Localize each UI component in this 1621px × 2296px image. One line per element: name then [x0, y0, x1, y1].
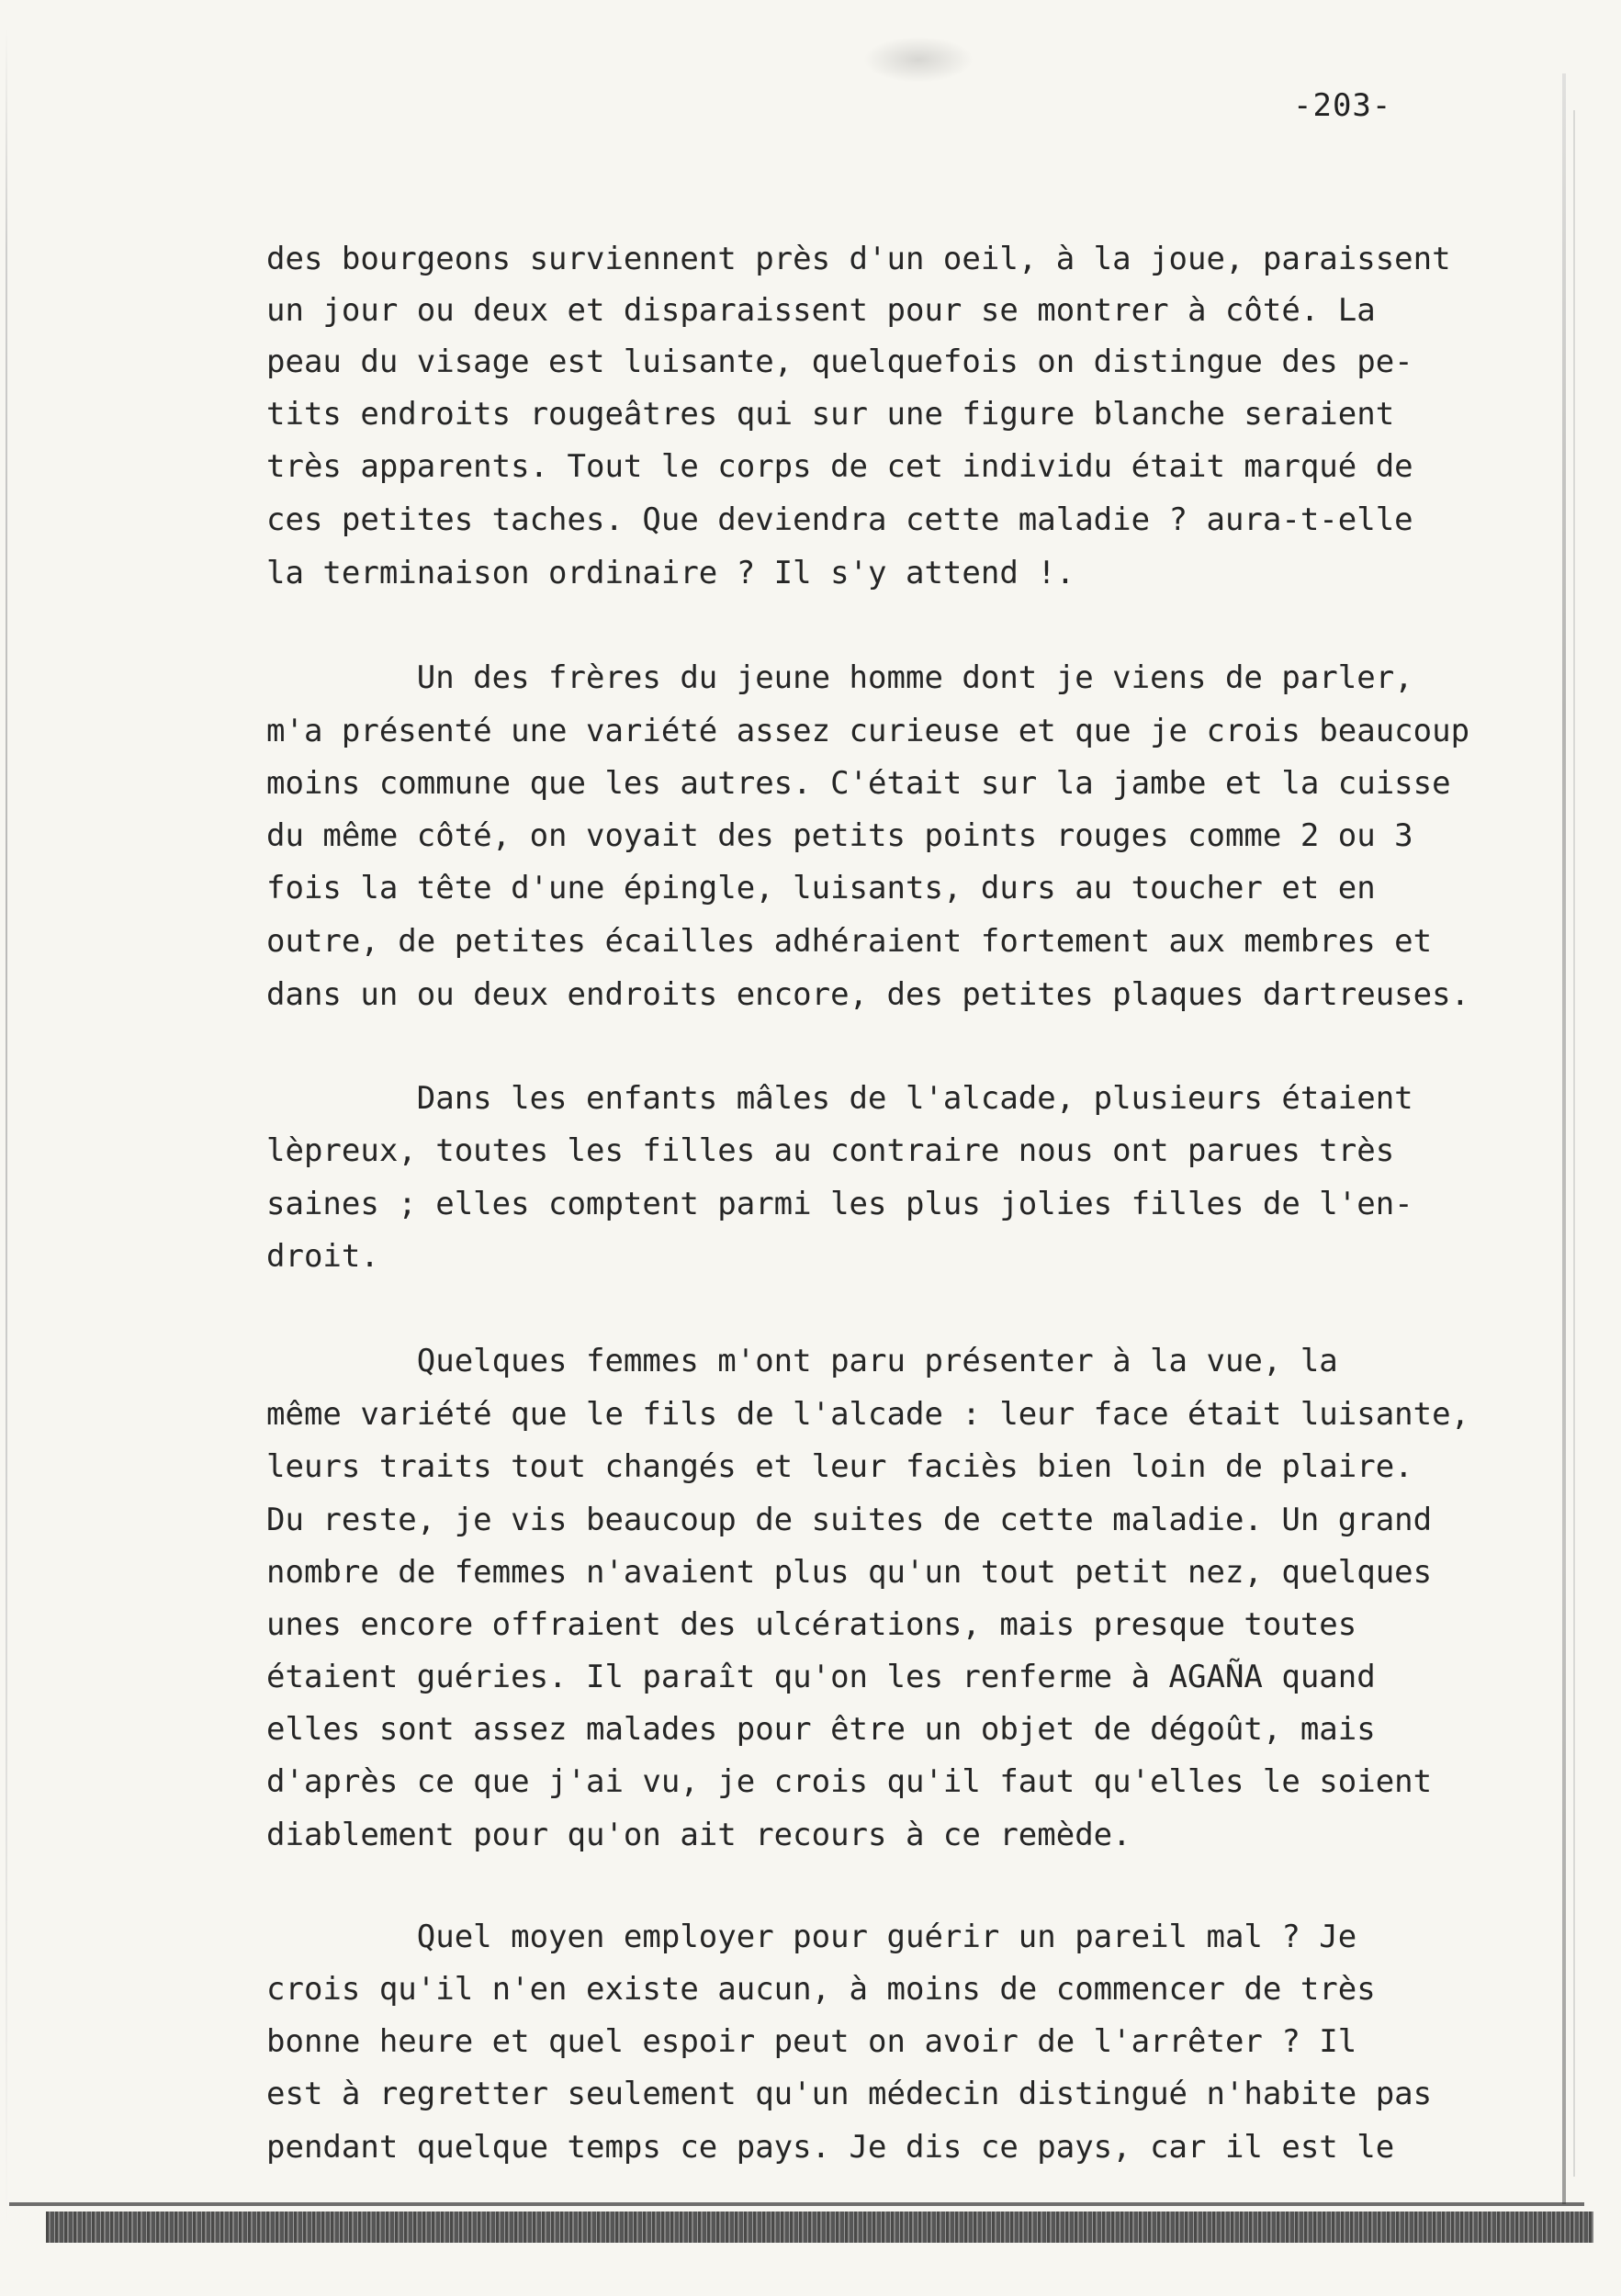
text-line: leurs traits tout changés et leur faciès bien loin de plaire.	[266, 1448, 1413, 1485]
text-line: peau du visage est luisante, quelquefois on distingue des pe-	[266, 343, 1413, 380]
text-line: lèpreux, toutes les filles au contraire nous ont parues très	[266, 1132, 1395, 1169]
scan-bottom-band	[46, 2212, 1593, 2243]
text-line: d'après ce que j'ai vu, je crois qu'il faut qu'elles le soient	[266, 1763, 1433, 1800]
page-number: -203-	[1293, 87, 1392, 124]
scan-smudge	[863, 37, 974, 83]
text-line: Du reste, je vis beaucoup de suites de cette maladie. Un grand	[266, 1502, 1433, 1538]
text-line: bonne heure et quel espoir peut on avoir de l'arrêter ? Il	[266, 2023, 1357, 2060]
text-line: tits endroits rougeâtres qui sur une figure blanche seraient	[266, 396, 1395, 433]
text-line: Quelques femmes m'ont paru présenter à la vue, la	[266, 1343, 1338, 1379]
text-line: diablement pour qu'on ait recours à ce remède.	[266, 1817, 1131, 1853]
text-line: pendant quelque temps ce pays. Je dis ce pays, car il est le	[266, 2129, 1395, 2166]
text-line: Un des frères du jeune homme dont je viens de parler,	[266, 659, 1413, 696]
text-line: Quel moyen employer pour guérir un pareil mal ? Je	[266, 1919, 1357, 1955]
text-line: moins commune que les autres. C'était sur la jambe et la cuisse	[266, 765, 1451, 802]
text-line: crois qu'il n'en existe aucun, à moins de commencer de très	[266, 1971, 1376, 2008]
text-line: la terminaison ordinaire ? Il s'y attend !.	[266, 555, 1075, 591]
text-line: étaient guéries. Il paraît qu'on les renferme à AGAÑA quand	[266, 1659, 1376, 1695]
text-line: des bourgeons surviennent près d'un oeil, à la joue, paraissent	[266, 241, 1451, 277]
text-line: Dans les enfants mâles de l'alcade, plusieurs étaient	[266, 1080, 1413, 1117]
text-line: même variété que le fils de l'alcade : leur face était luisante,	[266, 1396, 1470, 1433]
scan-edge-right-inner	[1573, 110, 1575, 2177]
text-line: nombre de femmes n'avaient plus qu'un tout petit nez, quelques	[266, 1554, 1433, 1591]
scan-edge-left	[6, 28, 7, 2232]
scan-edge-right	[1562, 73, 1566, 2204]
text-line: m'a présenté une variété assez curieuse et que je crois beaucoup	[266, 713, 1470, 749]
text-line: du même côté, on voyait des petits points rouges comme 2 ou 3	[266, 817, 1413, 854]
text-line: est à regretter seulement qu'un médecin distingué n'habite pas	[266, 2076, 1433, 2112]
text-line: saines ; elles comptent parmi les plus jolies filles de l'en-	[266, 1186, 1413, 1222]
text-line: fois la tête d'une épingle, luisants, durs au toucher et en	[266, 870, 1376, 906]
text-line: unes encore offraient des ulcérations, mais presque toutes	[266, 1606, 1357, 1643]
text-line: un jour ou deux et disparaissent pour se montrer à côté. La	[266, 292, 1376, 329]
text-line: elles sont assez malades pour être un objet de dégoût, mais	[266, 1711, 1376, 1748]
text-line: outre, de petites écailles adhéraient fortement aux membres et	[266, 923, 1433, 960]
text-line: très apparents. Tout le corps de cet individu était marqué de	[266, 448, 1413, 485]
text-line: droit.	[266, 1238, 379, 1275]
text-line: dans un ou deux endroits encore, des petites plaques dartreuses.	[266, 976, 1470, 1013]
text-line: ces petites taches. Que deviendra cette maladie ? aura-t-elle	[266, 501, 1413, 538]
scan-bottom-line	[9, 2202, 1584, 2206]
